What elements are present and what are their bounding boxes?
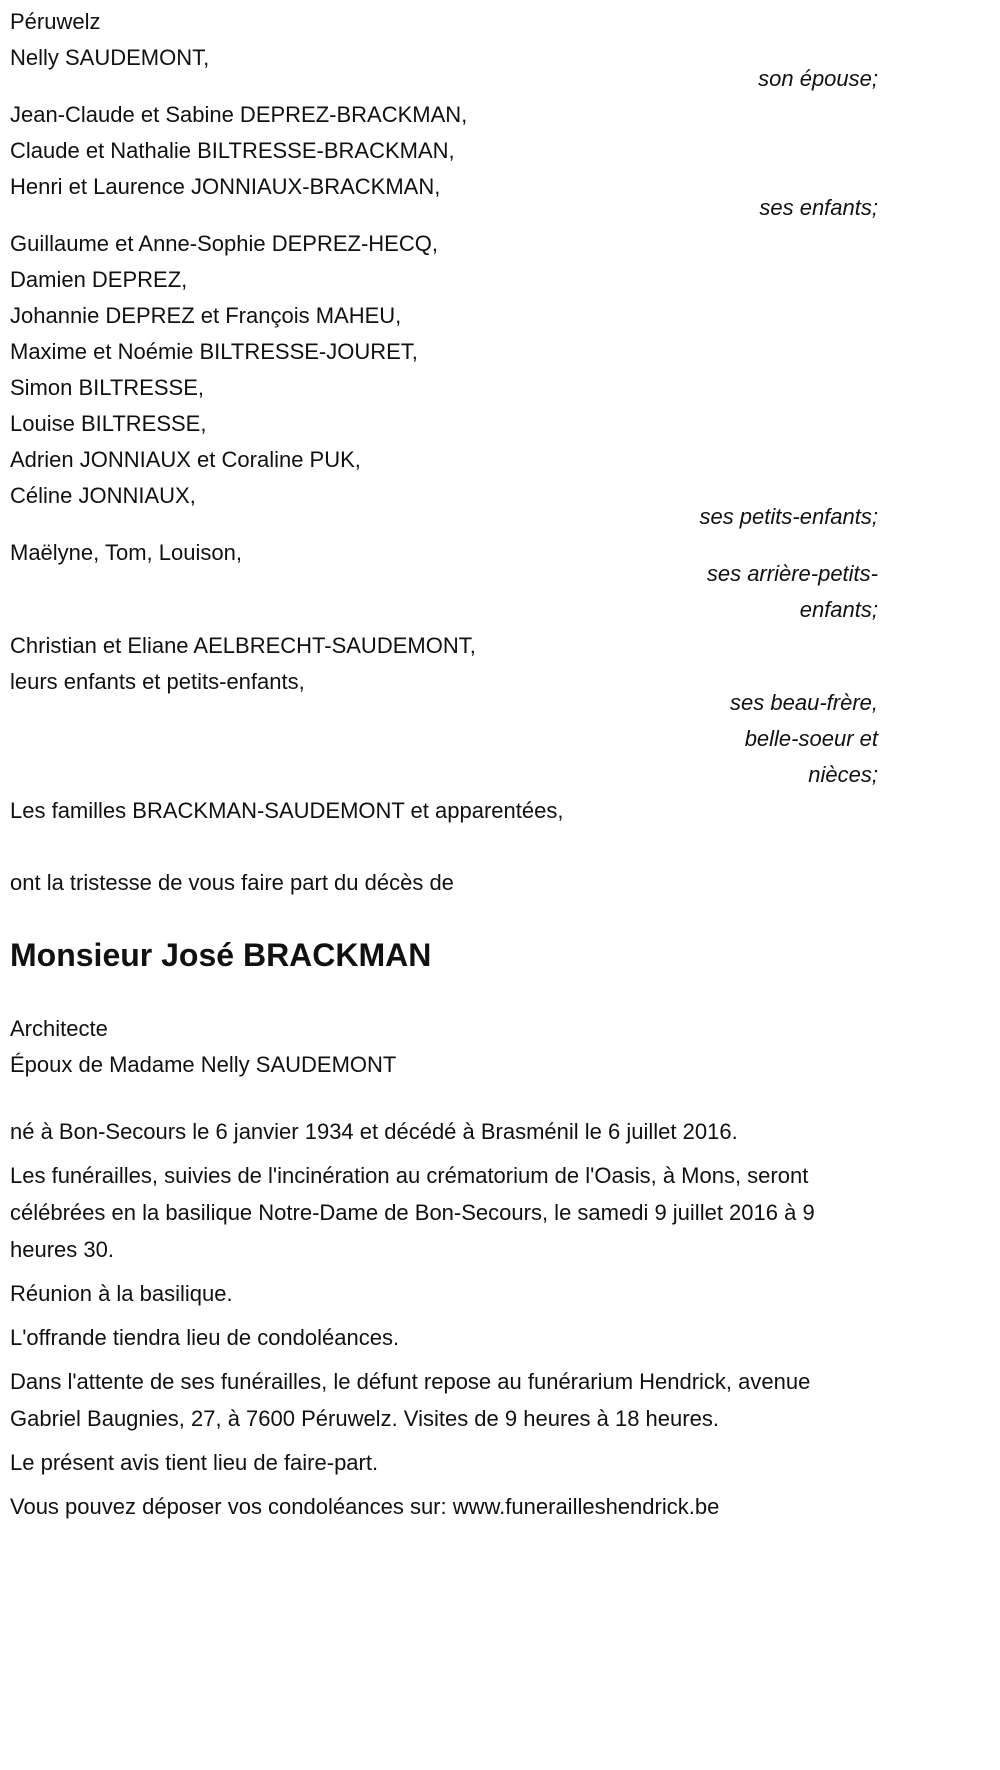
spouse-line: Époux de Madame Nelly SAUDEMONT	[10, 1052, 397, 1077]
family-member: Guillaume et Anne-Sophie DEPREZ-HECQ,	[10, 231, 438, 256]
relation-label: son épouse;	[758, 66, 878, 91]
family-member: Claude et Nathalie BILTRESSE-BRACKMAN,	[10, 138, 455, 163]
family-member: leurs enfants et petits-enfants,	[10, 669, 305, 694]
family-member: Simon BILTRESSE,	[10, 375, 204, 400]
profession: Architecte	[10, 1016, 108, 1041]
relation-label: ses enfants;	[759, 195, 878, 220]
condolences-link[interactable]: www.funerailleshendrick.be	[452, 1494, 720, 1519]
family-member: Christian et Eliane AELBRECHT-SAUDEMONT,	[10, 633, 476, 658]
detail-paragraph: Les funérailles, suivies de l'incinération au crématorium de l'Oasis, à Mons, seront célébrées en la basilique Notre-Dame de Bon-Secours, le samedi 9 juillet 2016 à 9 heures 30.	[10, 1163, 815, 1262]
relation-label: ses petits-enfants;	[699, 504, 878, 529]
city: Péruwelz	[10, 9, 101, 34]
detail-paragraph: L'offrande tiendra lieu de condoléances.	[10, 1325, 400, 1350]
detail-paragraph: Le présent avis tient lieu de faire-part.	[10, 1450, 379, 1475]
family-group	[10, 628, 878, 793]
deceased-name: Monsieur José BRACKMAN	[10, 937, 432, 973]
family-member: Louise BILTRESSE,	[10, 411, 207, 436]
family-member: Damien DEPREZ,	[10, 267, 188, 292]
condolences-prefix: Vous pouvez déposer vos condoléances sur:	[10, 1494, 453, 1519]
condolences-line	[10, 1488, 878, 1525]
family-member: Céline JONNIAUX,	[10, 483, 196, 508]
relation-label: ses beau-frère, belle-soeur et nièces;	[730, 690, 878, 787]
detail-paragraph: Dans l'attente de ses funérailles, le défunt repose au funérarium Hendrick, avenue Gabriel Baugnies, 27, à 7600 Péruwelz. Visites de 9 heures à 18 heures.	[10, 1369, 811, 1431]
family-member: Adrien JONNIAUX et Coraline PUK,	[10, 447, 361, 472]
family-member: Maëlyne, Tom, Louison,	[10, 540, 242, 565]
detail-paragraph: né à Bon-Secours le 6 janvier 1934 et décédé à Brasménil le 6 juillet 2016.	[10, 1119, 738, 1144]
families-line: Les familles BRACKMAN-SAUDEMONT et apparentées,	[10, 798, 564, 823]
announcement: ont la tristesse de vous faire part du décès de	[10, 870, 454, 895]
family-group	[10, 226, 878, 535]
family-member: Nelly SAUDEMONT,	[10, 45, 210, 70]
family-group	[10, 40, 878, 97]
family-member: Maxime et Noémie BILTRESSE-JOURET,	[10, 339, 418, 364]
relation-label: ses arrière-petits-enfants;	[706, 561, 878, 622]
family-group	[10, 97, 878, 226]
details	[10, 1113, 878, 1481]
detail-paragraph: Réunion à la basilique.	[10, 1281, 233, 1306]
family-member: Jean-Claude et Sabine DEPREZ-BRACKMAN,	[10, 102, 468, 127]
family-member: Henri et Laurence JONNIAUX-BRACKMAN,	[10, 174, 441, 199]
family-list	[10, 40, 878, 793]
family-member: Johannie DEPREZ et François MAHEU,	[10, 303, 402, 328]
family-group	[10, 535, 878, 628]
